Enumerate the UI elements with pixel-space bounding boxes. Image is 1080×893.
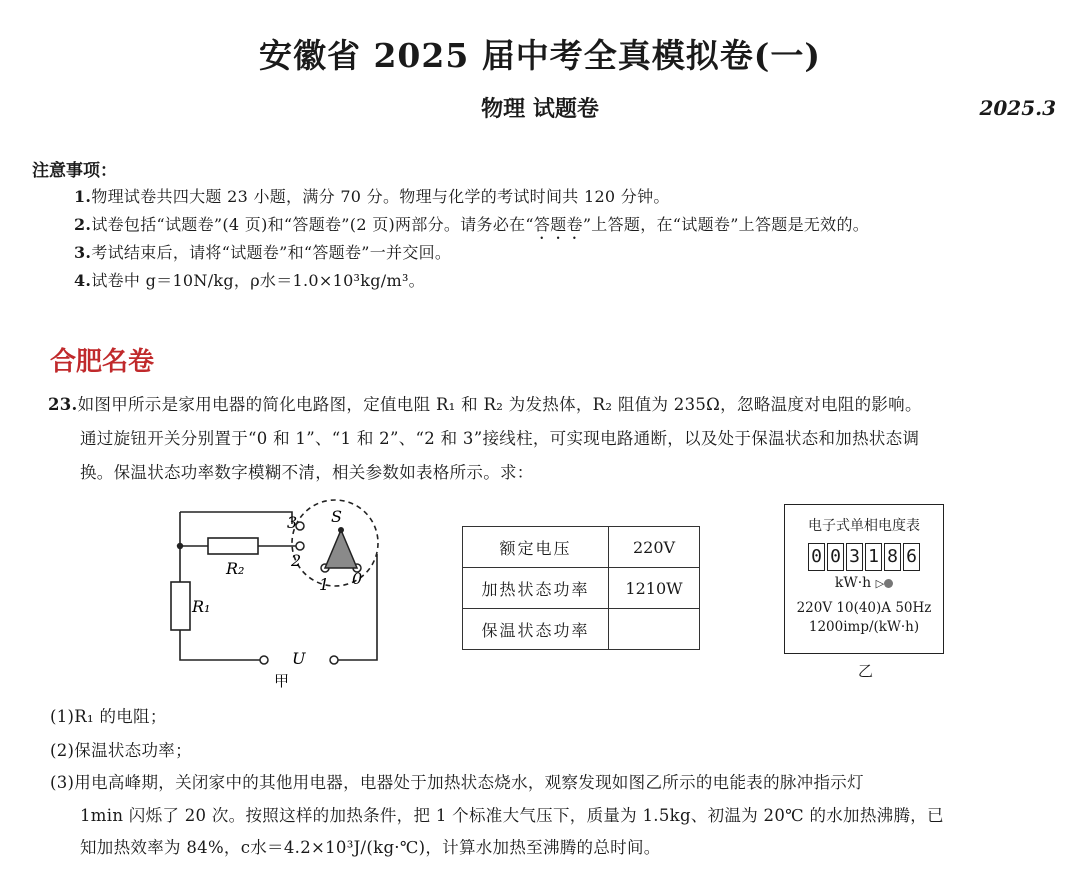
table-row [463,609,700,650]
meter-title: 电子式单相电度表 [808,518,920,534]
subquestion-line: 知加热效率为 84%，c水＝4.2×10³J/(kg·℃)，计算水加热至沸腾的总时间。 [80,838,661,857]
subquestion: (3)用电高峰期，关闭家中的其他用电器，电器处于加热状态烧水，观察发现如图乙所示的电能表的脉冲指示灯 [50,773,864,792]
table-cell: 额定电压 [463,527,609,568]
meter-unit-row [785,575,943,591]
circuit-diagram [160,488,400,698]
note-item: 2.试卷包括“试题卷”(4 页)和“答题卷”(2 页)两部分。请务必在“答题卷”上答题，在“试题卷”上答题是无效的。 [74,215,870,234]
pulse-led-icon [884,579,893,588]
meter-digit: 1 [865,543,882,571]
question-number: 23. [48,395,78,414]
table-cell: 1210W [609,568,700,609]
label-r2: R₂ [226,559,245,578]
meter-digit: 8 [884,543,901,571]
table-row [463,527,700,568]
label-1: 1 [319,575,330,594]
terminal-2 [296,542,304,550]
meter-digit: 0 [827,543,844,571]
switch-blade [325,530,357,568]
meter-digits [785,543,943,571]
meter-caption: 乙 [858,662,874,680]
table-cell: 加热状态功率 [463,568,609,609]
meter-digit: 0 [808,543,825,571]
exam-subtitle: 物理 试题卷 [481,96,599,122]
resistor-r1 [171,582,190,630]
params-table [462,526,700,650]
label-3: 3 [287,513,298,532]
terminal-3 [296,522,304,530]
meter-digit: 6 [903,543,920,571]
subquestion: (1)R₁ 的电阻； [50,707,167,726]
section-title: 合肥名卷 [50,347,155,377]
question-line: 通过旋钮开关分别置于“0 和 1”、“1 和 2”、“2 和 3”接线柱，可实现电路通断，以及处于保温状态和加热状态调 [80,429,920,448]
exam-title: 安徽省 2025 届中考全真模拟卷(一) [258,36,822,75]
meter-unit: kW·h [834,575,872,591]
energy-meter [784,504,944,654]
table-cell: 保温状态功率 [463,609,609,650]
table-cell [609,609,700,650]
subquestion-line: 1min 闪烁了 20 次。按照这样的加热条件，把 1 个标准大气压下，质量为 1.5kg、初温为 20℃ 的水加热沸腾，已 [80,806,944,825]
label-2: 2 [291,551,302,570]
source-terminal-right [330,656,338,664]
resistor-r2 [208,538,258,554]
note-item: 1.物理试卷共四大题 23 小题，满分 70 分。物理与化学的考试时间共 120 分钟。 [74,187,670,206]
label-r1: R₁ [192,597,211,616]
meter-spec: 220V 10(40)A 50Hz [796,600,932,616]
emphasis-text: 答题卷 [533,215,583,234]
label-u: U [292,649,306,668]
meter-digit: 3 [846,543,863,571]
note-item: 4.试卷中 g＝10N/kg，ρ水＝1.0×10³kg/m³。 [74,271,425,290]
note-item: 3.考试结束后，请将“试题卷”和“答题卷”一并交回。 [74,243,452,262]
label-0: 0 [352,569,363,588]
label-s: S [331,507,342,526]
circuit-caption: 甲 [274,672,290,690]
play-triangle-icon: ▷ [875,577,885,590]
subquestion: (2)保温状态功率； [50,741,192,760]
notes-heading: 注意事项： [32,161,117,181]
source-terminal-left [260,656,268,664]
question-line: 23.如图甲所示是家用电器的简化电路图，定值电阻 R₁ 和 R₂ 为发热体，R₂ 阻值为 235Ω，忽略温度对电阻的影响。 [48,395,922,414]
question-line: 换。保温状态功率数字模糊不清，相关参数如表格所示。求： [80,463,534,482]
table-cell: 220V [609,527,700,568]
table-row [463,568,700,609]
exam-date: 2025.3 [979,96,1056,120]
meter-spec: 1200imp/(kW·h) [808,619,920,635]
